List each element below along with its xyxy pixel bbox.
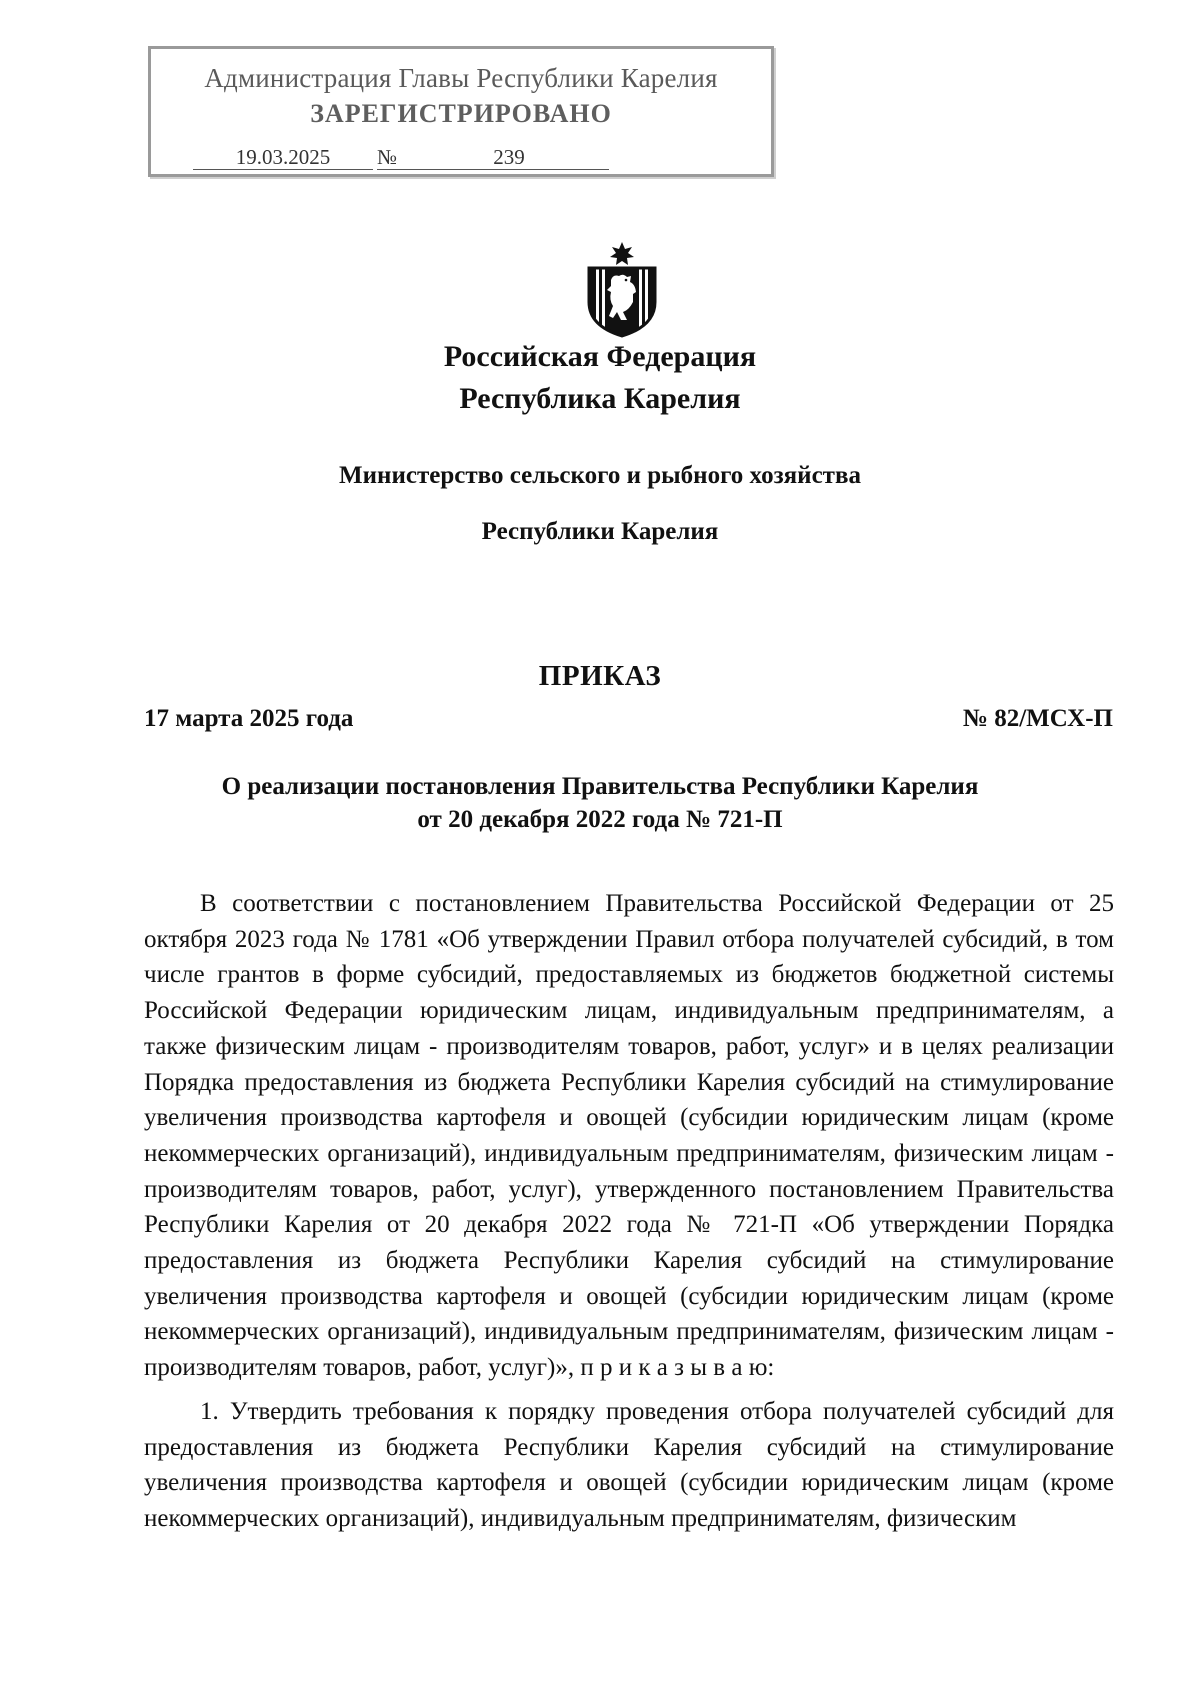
header-country: Российская Федерация — [443, 340, 757, 373]
registration-stamp — [148, 46, 774, 177]
stamp-date: 19.03.2025 — [193, 145, 373, 170]
ministry-name-line1: Министерство сельского и рыбного хозяйства — [339, 462, 861, 489]
subject-line1: О реализации постановления Правительства Республики Карелия — [221, 773, 979, 800]
body-paragraph: В соответствии с постановлением Правительства Российской Федерации от 25 октября 2023 года № 1781 «Об утверждении Правил отбора получателей субсидий, в том числе грантов в форме субсидий, предоставляемых из бюджетов бюджетной системы Российской Федерации юридическим лицам, индивидуальным предпринимателям, а также физическим лицам - производителям товаров, работ, услуг» и в целях реализации Порядка предоставления из бюджета Республики Карелия субсидий на стимулирование увеличения производства картофеля и овощей (субсидии юридическим лицам (кроме некоммерческих организаций), индивидуальным предпринимателям, физическим лицам - производителям товаров, работ, услуг), утвержденного постановлением Правительства Республики Карелия от 20 декабря 2022 года № 721-П «Об утверждении Порядка предоставления из бюджета Республики Карелия субсидий на стимулирование увеличения производства картофеля и овощей (субсидии юридическим лицам (кроме некоммерческих организаций), индивидуальным предпринимателям, физическим лицам - производителям товаров, работ, услуг)», п р и к а з ы в а ю: — [144, 890, 1114, 1382]
stamp-status: ЗАРЕГИСТРИРОВАНО — [310, 99, 612, 128]
ministry-name-line2: Республики Карелия — [481, 518, 719, 545]
order-number: № 82/МСХ-П — [962, 705, 1113, 732]
document-body — [144, 886, 1114, 1537]
karelia-coat-of-arms-icon — [583, 240, 661, 338]
document-title: ПРИКАЗ — [538, 660, 662, 692]
subject-line2: от 20 декабря 2022 года № 721-П — [417, 806, 783, 833]
stamp-number: 239 — [409, 145, 609, 170]
header-republic: Республика Карелия — [459, 382, 741, 415]
body-paragraph: 1. Утвердить требования к порядку проведения отбора получателей субсидий для предоставления из бюджета Республики Карелия субсидий на стимулирование увеличения производства картофеля и овощей (субсидии юридическим лицам (кроме некоммерческих организаций), индивидуальным предпринимателям, физическим — [144, 1397, 1114, 1532]
stamp-organization: Администрация Главы Республики Карелия — [204, 63, 718, 93]
order-date: 17 марта 2025 года — [144, 705, 354, 732]
order-subject — [0, 770, 1200, 836]
stamp-number-sign: № — [377, 145, 409, 170]
